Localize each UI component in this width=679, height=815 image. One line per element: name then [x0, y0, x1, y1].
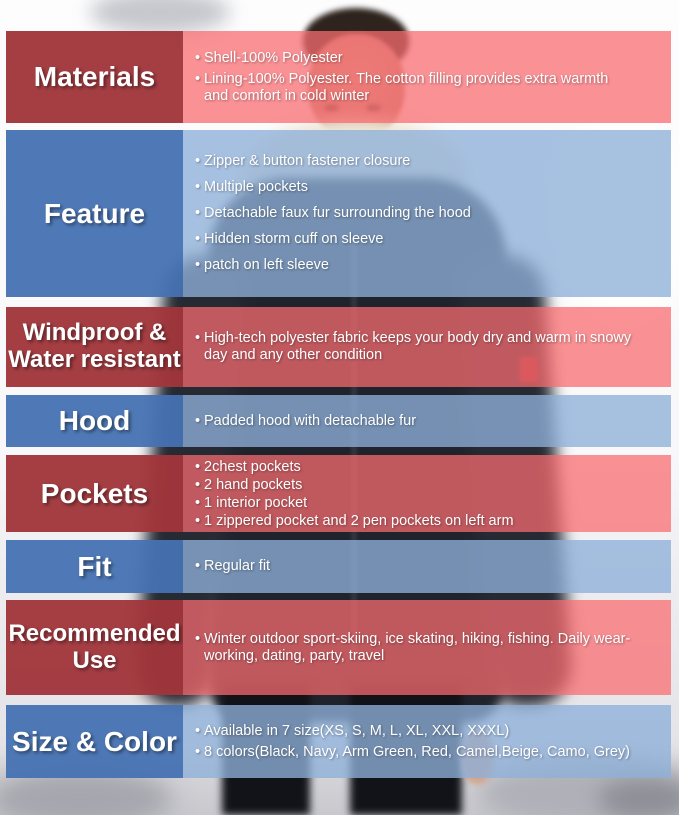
row-content-hood	[183, 395, 671, 447]
list-item-text: Hidden storm cuff on sleeve	[204, 231, 384, 247]
table-row-size-color	[6, 705, 671, 778]
bullet-icon: •	[195, 512, 201, 529]
list-item	[195, 71, 657, 105]
list-item-text: 1 zippered pocket and 2 pen pockets on left arm	[204, 512, 514, 529]
list-item	[195, 153, 657, 170]
bullet-icon: •	[195, 722, 201, 739]
row-content-windproof	[183, 307, 671, 387]
bullet-icon: •	[195, 743, 201, 760]
bullet-icon: •	[195, 558, 201, 574]
table-row-fit	[6, 540, 671, 593]
bullet-icon: •	[195, 179, 201, 195]
list-item-text: Winter outdoor sport-skiing, ice skating, hiking, fishing. Daily wear-working, dating, party, travel	[204, 630, 631, 664]
list-item-text: 8 colors(Black, Navy, Arm Green, Red, Camel,Beige, Camo, Grey)	[204, 743, 631, 760]
list-item	[195, 495, 657, 511]
bullet-icon: •	[195, 630, 201, 647]
bullet-icon: •	[195, 49, 201, 66]
list-item-text: High-tech polyester fabric keeps your body dry and warm in snowy day and any other condition	[204, 330, 632, 363]
list-item-text: Padded hood with detachable fur	[204, 412, 417, 429]
row-label-materials	[6, 31, 183, 123]
list-item	[195, 631, 657, 665]
row-content-feature	[183, 130, 671, 297]
table-row-pockets	[6, 455, 671, 532]
bullet-icon: •	[195, 257, 201, 273]
list-item	[195, 477, 657, 493]
list-item-text: 2 hand pockets	[204, 476, 303, 493]
bullet-icon: •	[195, 153, 201, 169]
list-item-text: patch on left sleeve	[204, 257, 329, 273]
row-label-text: Size & Color	[12, 725, 177, 757]
row-label-text: Pockets	[40, 477, 149, 509]
list-item-text: Zipper & button fastener closure	[204, 153, 411, 169]
background-blur-blob	[90, 0, 230, 34]
bullet-icon: •	[195, 70, 201, 87]
table-row-feature	[6, 130, 671, 297]
row-label-feature	[6, 130, 183, 297]
list-item	[195, 231, 657, 248]
list-item	[195, 558, 657, 575]
row-content-fit	[183, 540, 671, 593]
list-item-text: Multiple pockets	[204, 179, 308, 195]
list-item-text: Available in 7 size(XS, S, M, L, XL, XXL, XXXL)	[204, 722, 510, 739]
row-content-recommended-use	[183, 600, 671, 695]
list-item-text: 2chest pockets	[204, 458, 301, 475]
row-label-text: Windproof & Water resistant	[8, 319, 181, 373]
list-item	[195, 513, 657, 529]
table-row-windproof	[6, 307, 671, 387]
background-blur-blob	[598, 778, 679, 815]
list-item	[195, 459, 657, 475]
row-label-size-color	[6, 705, 183, 778]
row-label-hood	[6, 395, 183, 447]
list-item	[195, 205, 657, 222]
list-item	[195, 330, 657, 364]
list-item	[195, 723, 657, 740]
row-content-materials	[183, 31, 671, 123]
list-item-text: Shell-100% Polyester	[204, 49, 343, 66]
list-item	[195, 179, 657, 196]
bullet-icon: •	[195, 205, 201, 221]
bullet-icon: •	[195, 330, 201, 346]
list-item-text: Lining-100% Polyester. The cotton filling provides extra warmth and comfort in cold winter	[204, 70, 609, 104]
row-content-pockets	[183, 455, 671, 532]
table-row-recommended-use	[6, 600, 671, 695]
row-label-text: Recommended Use	[8, 619, 181, 674]
row-label-windproof	[6, 307, 183, 387]
table-row-materials	[6, 31, 671, 123]
row-label-text: Fit	[77, 550, 112, 582]
table-row-hood	[6, 395, 671, 447]
row-label-recommended-use	[6, 600, 183, 695]
row-label-text: Materials	[33, 61, 156, 93]
list-item	[195, 50, 657, 67]
bullet-icon: •	[195, 476, 201, 493]
list-item-text: 1 interior pocket	[204, 494, 308, 511]
bullet-icon: •	[195, 231, 201, 247]
list-item	[195, 413, 657, 430]
row-content-size-color	[183, 705, 671, 778]
list-item	[195, 744, 657, 761]
list-item-text: Detachable faux fur surrounding the hood	[204, 205, 471, 221]
jacket-zipper	[352, 240, 356, 660]
bullet-icon: •	[195, 412, 201, 429]
list-item	[195, 257, 657, 274]
row-label-text: Hood	[58, 405, 131, 437]
row-label-text: Feature	[43, 197, 146, 229]
list-item-text: Regular fit	[204, 558, 271, 574]
bullet-icon: •	[195, 494, 201, 511]
row-label-pockets	[6, 455, 183, 532]
bullet-icon: •	[195, 458, 201, 475]
row-label-fit	[6, 540, 183, 593]
